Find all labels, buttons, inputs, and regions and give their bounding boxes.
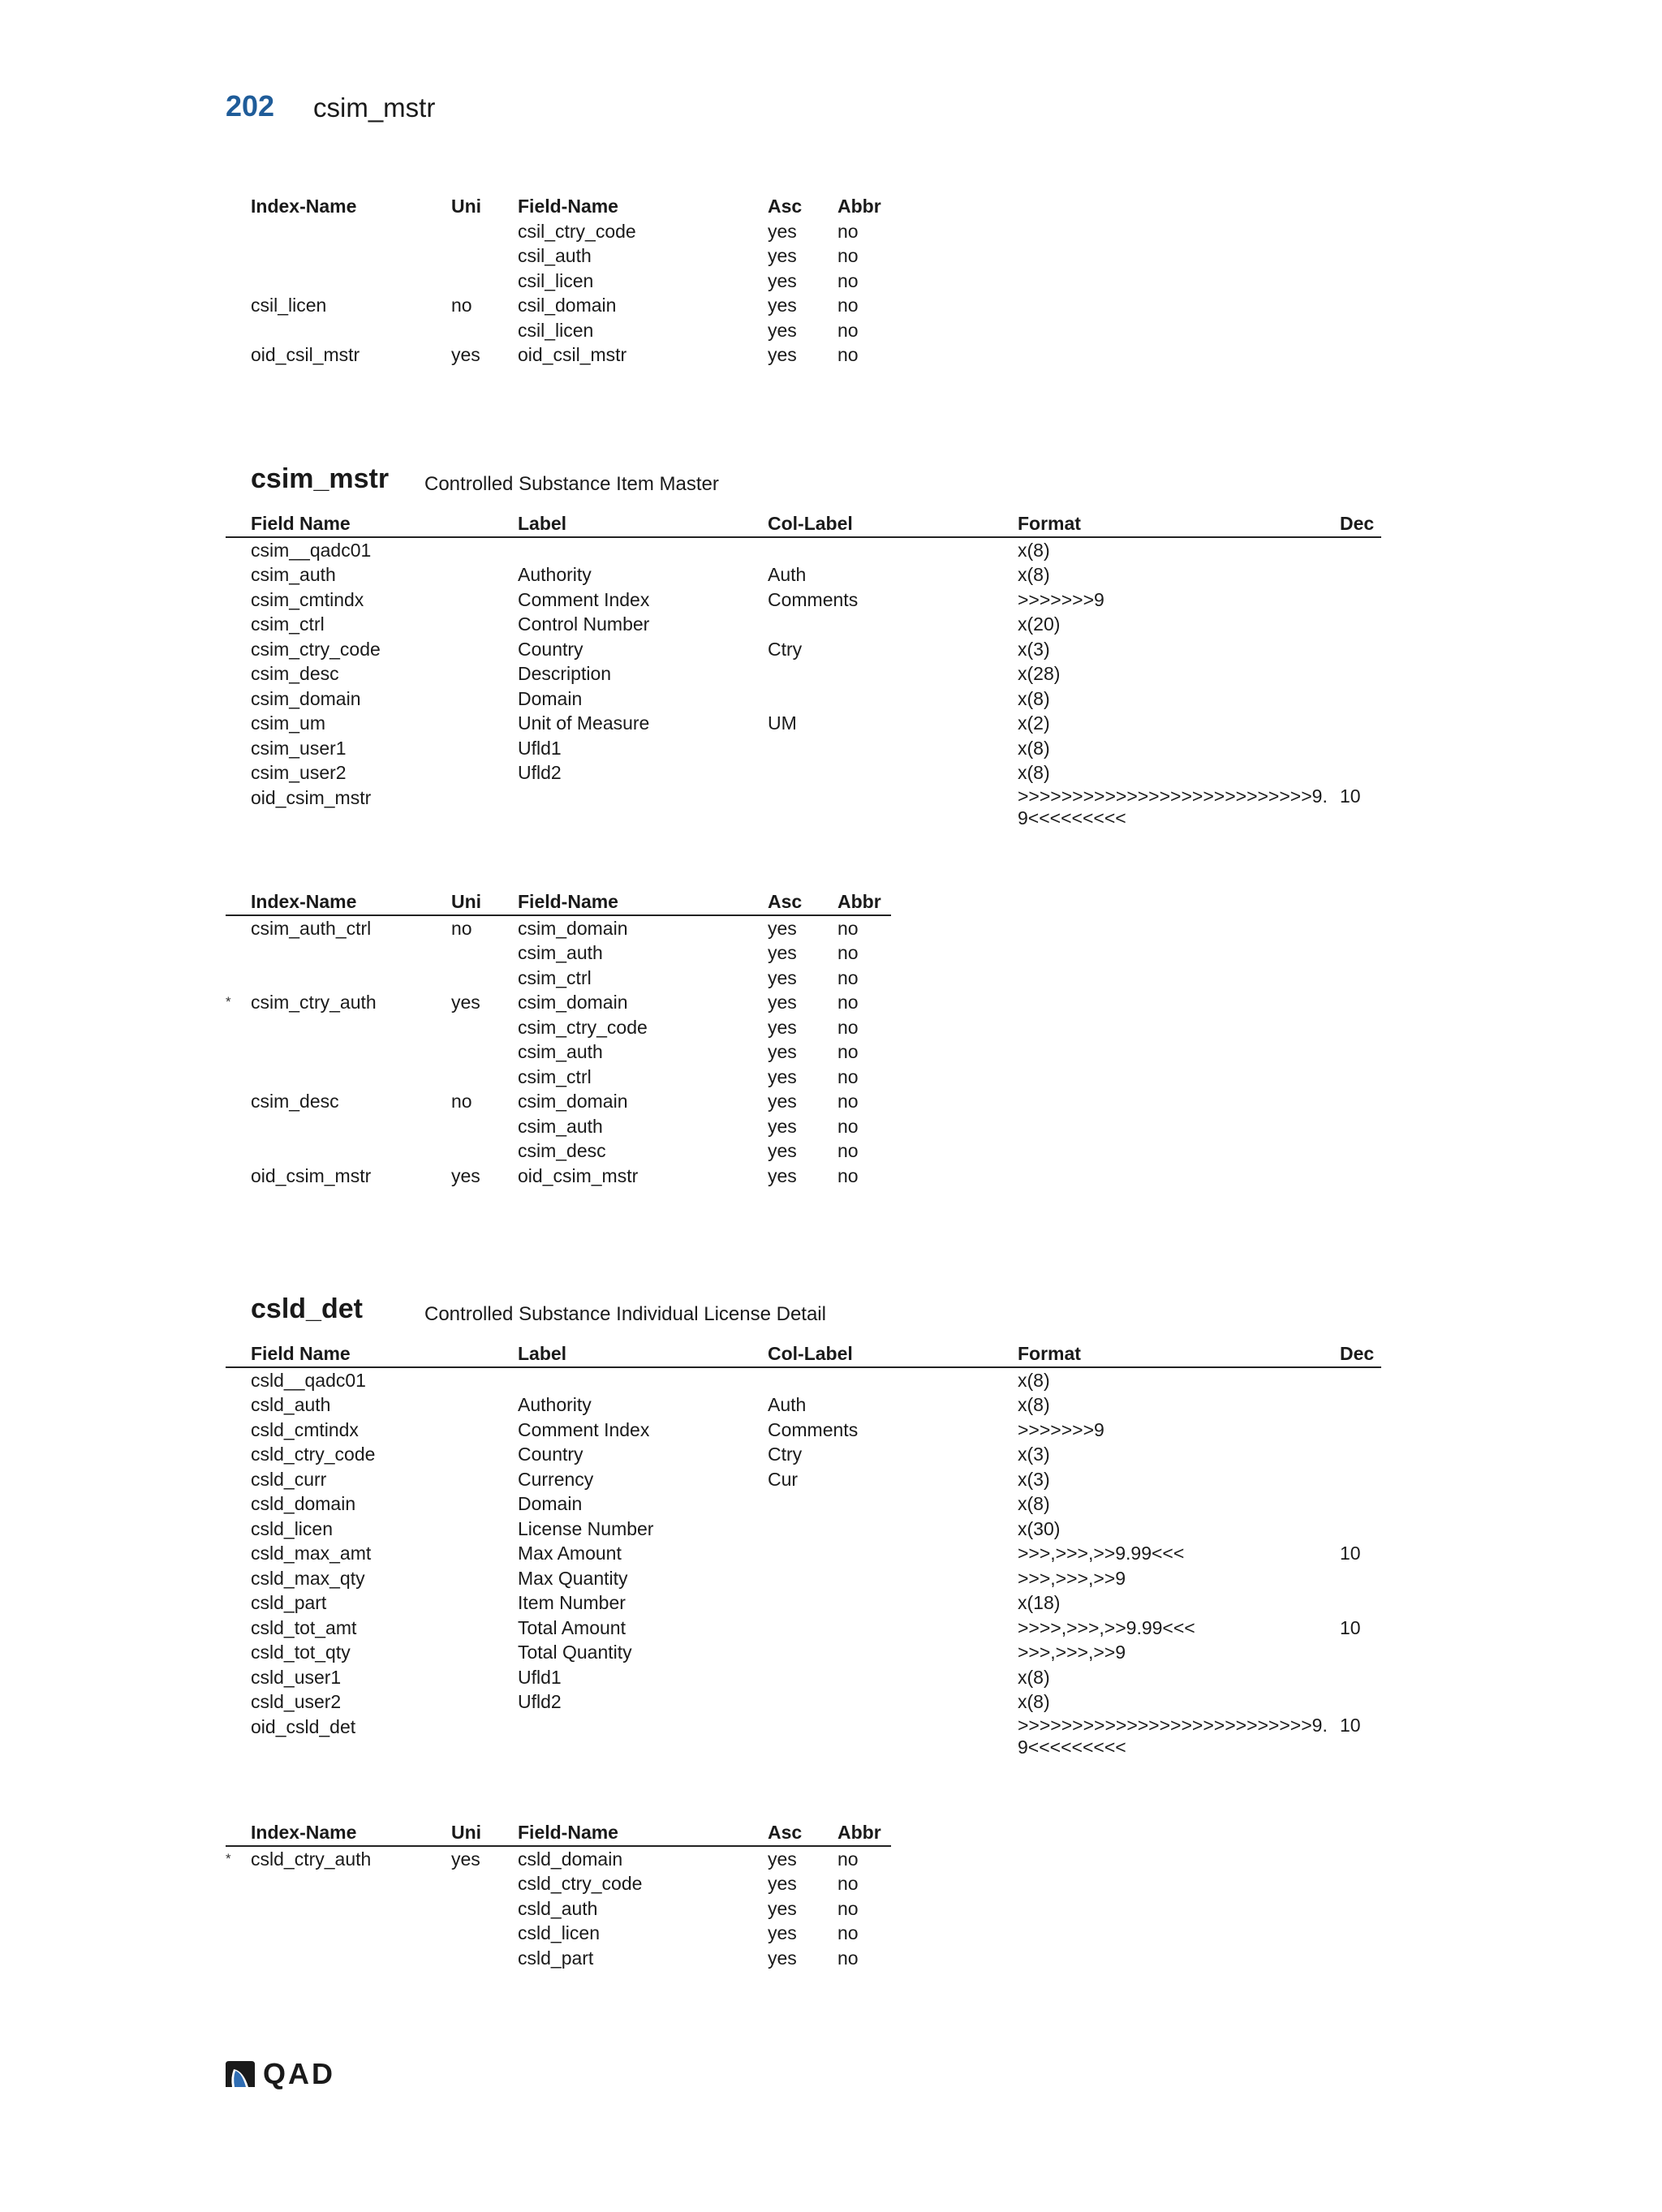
index-field-name: csil_licen	[518, 269, 594, 291]
index-row	[226, 269, 891, 294]
index-row	[226, 1114, 891, 1139]
index-ascending: yes	[768, 1947, 797, 1969]
index-name: csim_ctry_auth	[251, 992, 377, 1013]
field-row	[226, 760, 1381, 785]
field-format: >>>>>>>9	[1018, 588, 1104, 610]
index-ascending: yes	[768, 220, 797, 242]
index-ascending: yes	[768, 344, 797, 365]
field-row	[226, 637, 1381, 662]
index-field-name: csld_auth	[518, 1897, 598, 1919]
field-name: csld_tot_qty	[251, 1642, 351, 1663]
field-label: Country	[518, 1444, 583, 1465]
index-row	[226, 1164, 891, 1189]
field-format: x(3)	[1018, 1468, 1050, 1490]
index-ascending: yes	[768, 917, 797, 939]
index-abbreviated: no	[837, 1115, 859, 1137]
field-format: x(2)	[1018, 712, 1050, 734]
field-row	[226, 711, 1381, 736]
field-row	[226, 736, 1381, 761]
field-name: csld__qadc01	[251, 1369, 366, 1391]
field-format: x(3)	[1018, 1444, 1050, 1465]
csim-index-table	[226, 889, 891, 1188]
field-name: csim_domain	[251, 687, 361, 709]
field-row	[226, 1418, 1381, 1443]
index-field-name: csld_licen	[518, 1922, 600, 1943]
field-format: x(3)	[1018, 638, 1050, 660]
qad-logo-icon	[224, 2059, 256, 2089]
index-row	[226, 990, 891, 1015]
index-abbreviated: no	[837, 942, 859, 963]
field-name: csld_licen	[251, 1517, 333, 1539]
field-format: x(8)	[1018, 539, 1050, 561]
field-row	[226, 612, 1381, 637]
index-field-name: csil_ctry_code	[518, 220, 636, 242]
index-field-name: csil_licen	[518, 319, 594, 341]
field-rows	[226, 538, 1381, 835]
index-ascending: yes	[768, 295, 797, 316]
field-name: csld_max_amt	[251, 1543, 372, 1564]
field-format: x(8)	[1018, 1369, 1050, 1391]
header-uni: Uni	[451, 891, 482, 912]
table-description: Controlled Substance Item Master	[424, 473, 719, 495]
field-header-row	[226, 511, 1381, 538]
field-format: >>>>>>>>>>>>>>>>>>>>>>>>>>>9.9<<<<<<<<<	[1018, 1714, 1328, 1758]
field-format: >>>,>>>,>>9.99<<<	[1018, 1543, 1185, 1564]
index-ascending: yes	[768, 1140, 797, 1161]
unique-marker: *	[226, 1850, 231, 1866]
field-decimals: 10	[1340, 1714, 1361, 1736]
field-name: csld_max_qty	[251, 1567, 365, 1589]
index-row	[226, 940, 891, 966]
field-row	[226, 1665, 1381, 1690]
index-abbreviated: no	[837, 220, 859, 242]
header-dec: Dec	[1340, 513, 1375, 534]
field-rows	[226, 1368, 1381, 1764]
index-field-name: csim_desc	[518, 1140, 606, 1161]
index-row	[226, 318, 891, 343]
index-abbreviated: no	[837, 344, 859, 365]
header-label: Label	[518, 513, 567, 534]
field-name: csim__qadc01	[251, 539, 372, 561]
index-header-row	[226, 1820, 891, 1847]
index-row	[226, 1015, 891, 1040]
index-row	[226, 1946, 891, 1971]
index-ascending: yes	[768, 1848, 797, 1870]
index-field-name: csld_domain	[518, 1848, 623, 1870]
index-name: csim_desc	[251, 1091, 339, 1112]
page-number: 202	[226, 89, 275, 123]
index-field-name: csim_domain	[518, 917, 628, 939]
field-label: Comment Index	[518, 1418, 650, 1440]
field-label: Total Amount	[518, 1616, 626, 1638]
index-ascending: yes	[768, 245, 797, 266]
index-abbreviated: no	[837, 1164, 859, 1186]
field-label: Comment Index	[518, 588, 650, 610]
field-format: >>>>>>>9	[1018, 1418, 1104, 1440]
field-format: >>>>,>>>,>>9.99<<<	[1018, 1616, 1195, 1638]
header-uni: Uni	[451, 196, 482, 217]
index-unique: yes	[451, 1164, 480, 1186]
field-label: License Number	[518, 1517, 654, 1539]
field-col-label: Ctry	[768, 1444, 803, 1465]
index-name: oid_csim_mstr	[251, 1164, 372, 1186]
index-row	[226, 243, 891, 269]
logo-text: QAD	[263, 2057, 335, 2090]
field-row	[226, 686, 1381, 712]
field-row	[226, 1590, 1381, 1616]
field-label: Domain	[518, 687, 583, 709]
index-field-name: oid_csim_mstr	[518, 1164, 639, 1186]
header-index-name: Index-Name	[251, 891, 357, 912]
header-uni: Uni	[451, 1822, 482, 1843]
field-format: x(8)	[1018, 1493, 1050, 1514]
field-row	[226, 1640, 1381, 1665]
header-field-name: Field-Name	[518, 196, 618, 217]
index-rows	[226, 916, 891, 1189]
index-abbreviated: no	[837, 269, 859, 291]
index-row	[226, 916, 891, 941]
field-format: x(30)	[1018, 1517, 1061, 1539]
index-field-name: csim_auth	[518, 1041, 603, 1062]
field-format: x(20)	[1018, 613, 1061, 635]
index-field-name: csld_part	[518, 1947, 594, 1969]
field-row	[226, 1541, 1381, 1566]
index-abbreviated: no	[837, 1091, 859, 1112]
field-name: csld_part	[251, 1592, 327, 1613]
field-row	[226, 1491, 1381, 1517]
index-unique: yes	[451, 1848, 480, 1870]
index-row	[226, 1921, 891, 1946]
index-name: oid_csil_mstr	[251, 344, 360, 365]
field-format: >>>>>>>>>>>>>>>>>>>>>>>>>>>9.9<<<<<<<<<	[1018, 785, 1328, 828]
field-label: Ufld1	[518, 1666, 562, 1688]
index-field-name: csim_auth	[518, 942, 603, 963]
field-name: csld_cmtindx	[251, 1418, 359, 1440]
index-unique: yes	[451, 992, 480, 1013]
index-ascending: yes	[768, 1041, 797, 1062]
field-label: Authority	[518, 564, 592, 585]
running-title: csim_mstr	[313, 93, 436, 123]
index-ascending: yes	[768, 319, 797, 341]
index-unique: no	[451, 917, 472, 939]
index-ascending: yes	[768, 942, 797, 963]
field-format: x(8)	[1018, 564, 1050, 585]
csim-field-table	[226, 511, 1381, 835]
index-abbreviated: no	[837, 1947, 859, 1969]
index-abbreviated: no	[837, 1873, 859, 1894]
index-field-name: csld_ctry_code	[518, 1873, 643, 1894]
field-label: Max Quantity	[518, 1567, 628, 1589]
field-col-label: Comments	[768, 588, 859, 610]
field-name: csim_cmtindx	[251, 588, 364, 610]
index-field-name: oid_csil_mstr	[518, 344, 627, 365]
field-name: csim_um	[251, 712, 326, 734]
field-label: Country	[518, 638, 583, 660]
header-field-name: Field Name	[251, 513, 351, 534]
field-format: x(8)	[1018, 1666, 1050, 1688]
field-label: Ufld1	[518, 737, 562, 759]
index-abbreviated: no	[837, 1922, 859, 1943]
header-asc: Asc	[768, 891, 803, 912]
index-abbreviated: no	[837, 245, 859, 266]
csil-index-table	[226, 194, 891, 368]
field-decimals: 10	[1340, 1543, 1361, 1564]
index-abbreviated: no	[837, 319, 859, 341]
index-header-row	[226, 889, 891, 916]
index-row	[226, 1847, 891, 1872]
index-row	[226, 293, 891, 318]
field-name: csim_user2	[251, 762, 347, 783]
field-format: x(28)	[1018, 663, 1061, 684]
index-ascending: yes	[768, 1065, 797, 1087]
field-row	[226, 1715, 1381, 1764]
field-decimals: 10	[1340, 1616, 1361, 1638]
index-ascending: yes	[768, 1016, 797, 1038]
index-field-name: csim_ctrl	[518, 1065, 592, 1087]
index-abbreviated: no	[837, 992, 859, 1013]
field-row	[226, 661, 1381, 686]
index-ascending: yes	[768, 1873, 797, 1894]
field-label: Item Number	[518, 1592, 626, 1613]
header-index-name: Index-Name	[251, 1822, 357, 1843]
index-abbreviated: no	[837, 1016, 859, 1038]
index-abbreviated: no	[837, 1848, 859, 1870]
field-format: x(8)	[1018, 1691, 1050, 1712]
field-name: csim_ctrl	[251, 613, 325, 635]
field-label: Domain	[518, 1493, 583, 1514]
field-col-label: Comments	[768, 1418, 859, 1440]
index-ascending: yes	[768, 1922, 797, 1943]
index-row	[226, 966, 891, 991]
index-name: csil_licen	[251, 295, 327, 316]
index-rows	[226, 1847, 891, 1971]
qad-logo	[224, 2058, 335, 2090]
field-label: Ufld2	[518, 1691, 562, 1712]
index-abbreviated: no	[837, 1065, 859, 1087]
table-name: csld_det	[251, 1293, 363, 1324]
field-label: Max Amount	[518, 1543, 622, 1564]
field-name: csld_curr	[251, 1468, 327, 1490]
field-row	[226, 1467, 1381, 1492]
header-format: Format	[1018, 513, 1081, 534]
header-col-label: Col-Label	[768, 1343, 853, 1364]
field-col-label: Ctry	[768, 638, 803, 660]
field-name: csim_user1	[251, 737, 347, 759]
field-label: Ufld2	[518, 762, 562, 783]
field-label: Total Quantity	[518, 1642, 632, 1663]
header-label: Label	[518, 1343, 567, 1364]
header-asc: Asc	[768, 1822, 803, 1843]
header-abbr: Abbr	[837, 891, 881, 912]
field-format: x(18)	[1018, 1592, 1061, 1613]
field-row	[226, 562, 1381, 587]
index-row	[226, 1065, 891, 1090]
index-row	[226, 342, 891, 368]
field-col-label: Auth	[768, 1394, 807, 1415]
index-abbreviated: no	[837, 1140, 859, 1161]
header-format: Format	[1018, 1343, 1081, 1364]
index-unique: no	[451, 295, 472, 316]
header-dec: Dec	[1340, 1343, 1375, 1364]
index-ascending: yes	[768, 1091, 797, 1112]
field-label: Control Number	[518, 613, 650, 635]
header-asc: Asc	[768, 196, 803, 217]
index-row	[226, 1138, 891, 1164]
index-abbreviated: no	[837, 1897, 859, 1919]
field-name: csim_auth	[251, 564, 336, 585]
field-row	[226, 538, 1381, 563]
index-ascending: yes	[768, 269, 797, 291]
field-row	[226, 1616, 1381, 1641]
unique-marker: *	[226, 994, 231, 1009]
csld-index-table	[226, 1820, 891, 1970]
field-label: Currency	[518, 1468, 594, 1490]
index-field-name: csim_domain	[518, 992, 628, 1013]
header-field-name: Field Name	[251, 1343, 351, 1364]
field-row	[226, 1392, 1381, 1418]
field-format: >>>,>>>,>>9	[1018, 1642, 1126, 1663]
field-label: Description	[518, 663, 612, 684]
header-abbr: Abbr	[837, 196, 881, 217]
index-row	[226, 1089, 891, 1114]
field-row	[226, 1566, 1381, 1591]
table-description: Controlled Substance Individual License Detail	[424, 1303, 826, 1325]
csld-field-table	[226, 1341, 1381, 1764]
index-abbreviated: no	[837, 1041, 859, 1062]
field-label: Unit of Measure	[518, 712, 650, 734]
field-name: csld_ctry_code	[251, 1444, 376, 1465]
field-row	[226, 1689, 1381, 1715]
index-field-name: csim_domain	[518, 1091, 628, 1112]
field-name: oid_csim_mstr	[251, 786, 372, 808]
index-header-row	[226, 194, 891, 219]
field-row	[226, 1517, 1381, 1542]
index-field-name: csil_auth	[518, 245, 592, 266]
index-row	[226, 1871, 891, 1896]
header-col-label: Col-Label	[768, 513, 853, 534]
index-name: csim_auth_ctrl	[251, 917, 372, 939]
index-field-name: csim_ctry_code	[518, 1016, 648, 1038]
field-col-label: Cur	[768, 1468, 799, 1490]
index-unique: yes	[451, 344, 480, 365]
field-name: csld_tot_amt	[251, 1616, 357, 1638]
index-unique: no	[451, 1091, 472, 1112]
index-abbreviated: no	[837, 295, 859, 316]
field-name: oid_csld_det	[251, 1715, 356, 1737]
index-field-name: csil_domain	[518, 295, 617, 316]
index-abbreviated: no	[837, 966, 859, 988]
field-header-row	[226, 1341, 1381, 1368]
index-ascending: yes	[768, 992, 797, 1013]
field-row	[226, 1442, 1381, 1467]
index-ascending: yes	[768, 966, 797, 988]
field-row	[226, 1368, 1381, 1393]
field-label: Authority	[518, 1394, 592, 1415]
field-format: x(8)	[1018, 687, 1050, 709]
index-row	[226, 1039, 891, 1065]
index-rows	[226, 219, 891, 368]
index-abbreviated: no	[837, 917, 859, 939]
field-name: csld_domain	[251, 1493, 356, 1514]
index-ascending: yes	[768, 1897, 797, 1919]
index-ascending: yes	[768, 1115, 797, 1137]
table-name: csim_mstr	[251, 463, 390, 494]
index-row	[226, 1896, 891, 1922]
index-ascending: yes	[768, 1164, 797, 1186]
field-col-label: UM	[768, 712, 797, 734]
field-name: csim_ctry_code	[251, 638, 381, 660]
field-format: >>>,>>>,>>9	[1018, 1567, 1126, 1589]
field-name: csim_desc	[251, 663, 339, 684]
field-col-label: Auth	[768, 564, 807, 585]
field-row	[226, 785, 1381, 835]
index-row	[226, 219, 891, 244]
index-field-name: csim_ctrl	[518, 966, 592, 988]
header-abbr: Abbr	[837, 1822, 881, 1843]
index-name: csld_ctry_auth	[251, 1848, 372, 1870]
field-name: csld_auth	[251, 1394, 331, 1415]
header-field-name: Field-Name	[518, 891, 618, 912]
field-name: csld_user1	[251, 1666, 342, 1688]
index-field-name: csim_auth	[518, 1115, 603, 1137]
field-row	[226, 587, 1381, 613]
field-format: x(8)	[1018, 762, 1050, 783]
field-format: x(8)	[1018, 737, 1050, 759]
header-index-name: Index-Name	[251, 196, 357, 217]
header-field-name: Field-Name	[518, 1822, 618, 1843]
field-decimals: 10	[1340, 785, 1361, 807]
field-format: x(8)	[1018, 1394, 1050, 1415]
field-name: csld_user2	[251, 1691, 342, 1712]
